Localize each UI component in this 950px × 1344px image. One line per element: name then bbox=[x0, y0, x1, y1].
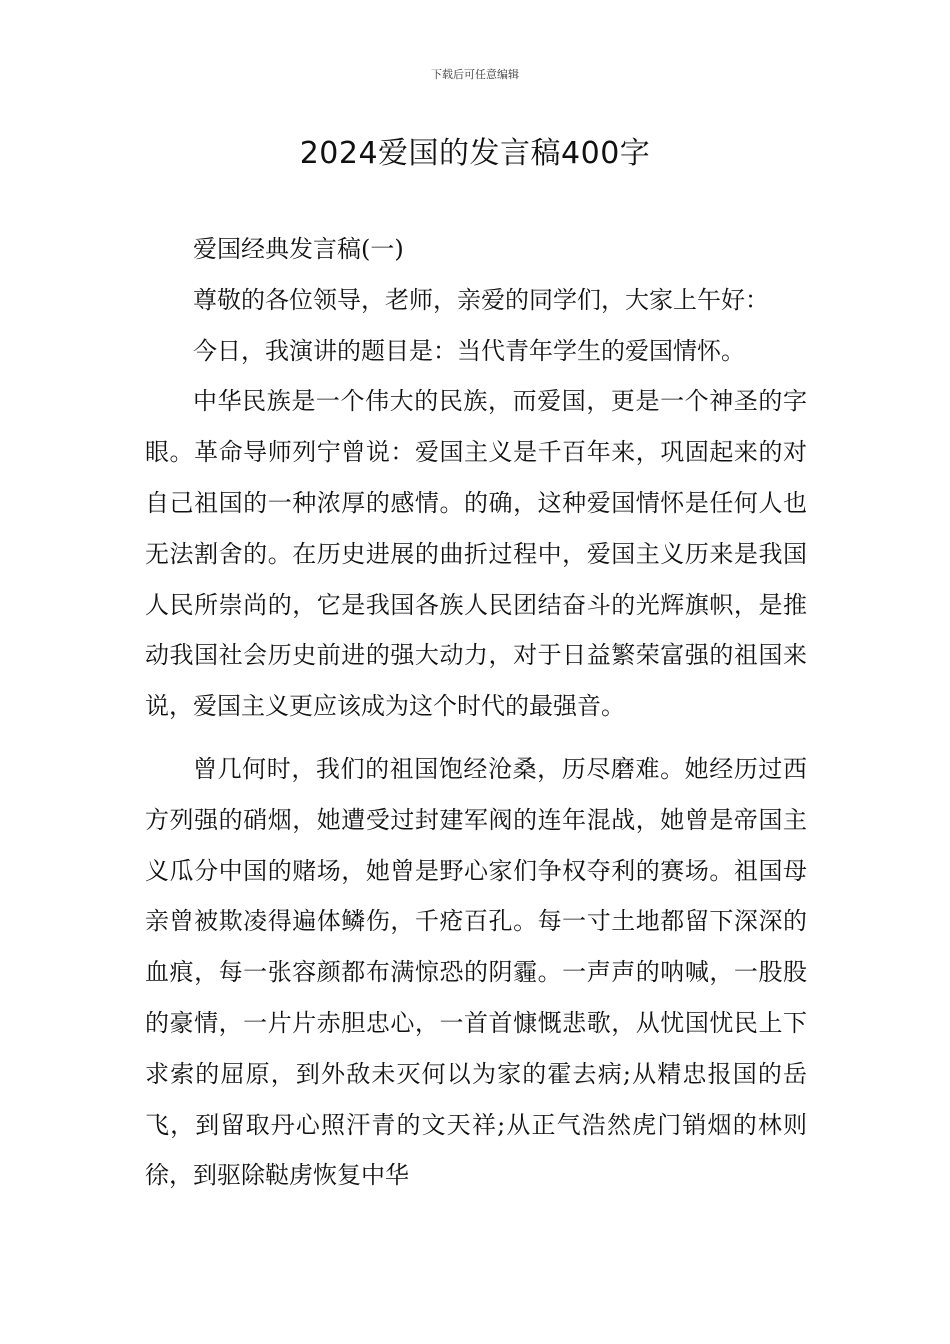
topic-paragraph: 今日，我演讲的题目是：当代青年学生的爱国情怀。 bbox=[193, 336, 745, 365]
section-heading: 爱国经典发言稿(一) bbox=[193, 235, 404, 263]
body-paragraph-1: 中华民族是一个伟大的民族，而爱国，更是一个神圣的字眼。革命导师列宁曾说：爱国主义是千百年来，巩固起来的对自己祖国的一种浓厚的感情。的确，这种爱国情怀是任何人也无法割舍的。在历史进展的曲折过程中，爱国主义历来是我国人民所崇尚的，它是我国各族人民团结奋斗的光辉旗帜，是推动我国社会历史前进的强大动力，对于日益繁荣富强的祖国来说，爱国主义更应该成为这个时代的最强音。 bbox=[145, 387, 807, 721]
salutation-paragraph: 尊敬的各位领导，老师，亲爱的同学们，大家上午好： bbox=[193, 285, 769, 314]
document-title: 2024爱国的发言稿400字 bbox=[299, 136, 651, 171]
document-body bbox=[145, 224, 807, 1201]
body-paragraph-2: 曾几何时，我们的祖国饱经沧桑，历尽磨难。她经历过西方列强的硝烟，她遭受过封建军阀的连年混战，她曾是帝国主义瓜分中国的赌场，她曾是野心家们争权夺利的赛场。祖国母亲曾被欺凌得遍体鳞伤，千疮百孔。每一寸土地都留下深深的血痕，每一张容颜都布满惊恐的阴霾。一声声的呐喊，一股股的豪情，一片片赤胆忠心，一首首慷慨悲歌，从忧国忧民上下求索的屈原，到外敌未灭何以为家的霍去病;从精忠报国的岳飞，到留取丹心照汗青的文天祥;从正气浩然虎门销烟的林则徐，到驱除鞑虏恢复中华 bbox=[145, 754, 807, 1190]
header-note: 下载后可任意编辑 bbox=[431, 68, 519, 81]
